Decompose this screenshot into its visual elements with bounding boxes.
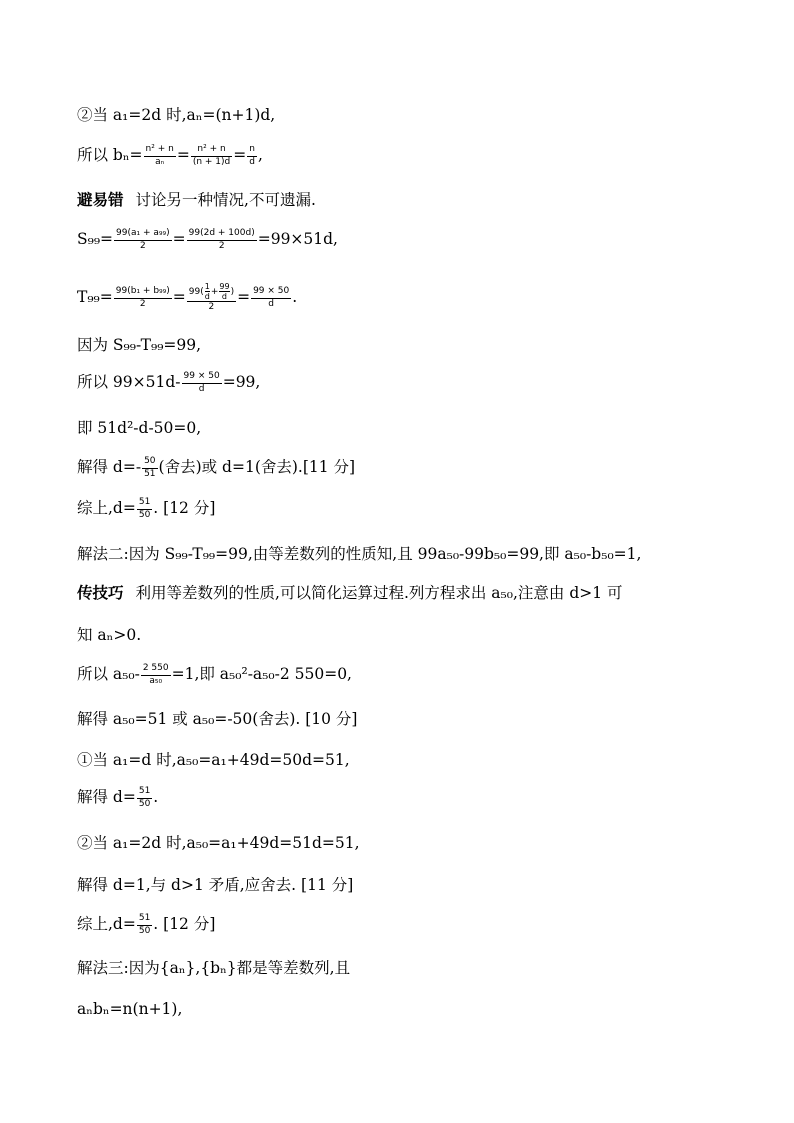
fraction-numerator: 99(b₁ + b₉₉): [114, 286, 172, 299]
fraction-denominator: 50: [138, 798, 151, 809]
inner-denominator: d: [204, 292, 210, 302]
fraction: [114, 286, 172, 310]
line-20-prefix: 综上,d=: [77, 915, 136, 934]
fraction-numerator: 2 550: [141, 663, 171, 676]
fraction-denominator: 2: [139, 240, 146, 251]
text-line-7: [77, 371, 260, 395]
line-7-suffix: =99,: [222, 373, 261, 392]
fraction: [142, 456, 157, 480]
fraction-numerator: 99 × 50: [251, 286, 291, 299]
fraction: [144, 144, 176, 168]
nested-fraction-numerator: 99( $\frac{1}{d}$ + $\frac{99}{d}$ ): [188, 282, 235, 302]
fraction: [187, 228, 257, 252]
line-11-text: 解法二:因为 S₉₉-T₉₉=99,由等差数列的性质知,且 99a₅₀-99b₅₀=99,即 a₅₀-b₅₀=1,: [77, 545, 642, 563]
text-line-17: [77, 786, 158, 810]
line-1-text: ②当 a₁=2d 时,aₙ=(n+1)d,: [77, 106, 276, 124]
fraction-numerator: n² + n: [191, 144, 232, 157]
coefficient: 99: [188, 287, 201, 298]
text-line-20: [77, 913, 215, 937]
fraction: [191, 144, 232, 168]
text-line-5: T₉₉= $\frac{\text{99(b₁ + b₉₉)}}{2}$ = 99( $\frac{1}{d}$ + $\frac{99}{d}$ ) 2 = $\frac{99 \times 50}{d}$ .: [77, 282, 298, 313]
line-7-prefix: 所以 99×51d-: [77, 373, 181, 392]
text-line-12: [77, 586, 623, 602]
text-line-1: [77, 108, 275, 124]
fraction-denominator: d: [198, 383, 205, 394]
line-5-lhs: T₉₉=: [77, 288, 113, 307]
fraction-denominator: 51: [144, 468, 156, 479]
text-line-19: [77, 878, 353, 894]
tip-tag-avoid-error: 避易错: [77, 191, 124, 209]
line-12-text: 利用等差数列的性质,可以简化运算过程.列方程求出 a₅₀,注意由 d>1 可: [135, 584, 623, 602]
fraction: [137, 497, 152, 521]
fraction-numerator: n² + n: [144, 144, 176, 157]
text-line-2: [77, 144, 263, 168]
equals-sign: =: [233, 146, 247, 165]
text-line-21: [77, 961, 350, 977]
line-22-text: aₙbₙ=n(n+1),: [77, 1000, 183, 1018]
fraction-denominator: 2: [139, 298, 146, 309]
text-line-14: [77, 663, 352, 687]
line-17-prefix: 解得 d=: [77, 788, 136, 807]
line-20-suffix: . [12 分]: [153, 915, 216, 934]
line-17-suffix: .: [153, 788, 159, 807]
fraction-denominator: 2: [218, 240, 225, 251]
line-2-prefix: 所以 bₙ=: [77, 146, 143, 165]
line-13-text: 知 aₙ>0.: [77, 626, 142, 644]
fraction-numerator: 99(2d + 100d): [187, 228, 257, 241]
inner-fraction: [205, 282, 210, 301]
text-line-11: [77, 547, 641, 563]
fraction-denominator: a₅₀: [149, 675, 163, 686]
fraction: [247, 144, 257, 168]
fraction-denominator: d: [249, 156, 255, 167]
text-line-10: [77, 497, 215, 521]
text-line-8: [77, 421, 201, 437]
text-line-6: [77, 338, 201, 354]
tip-tag-technique: 传技巧: [77, 584, 124, 602]
text-line-9: [77, 456, 355, 480]
inner-numerator: 1: [204, 282, 210, 291]
line-15-text: 解得 a₅₀=51 或 a₅₀=-50(舍去). [10 分]: [77, 710, 358, 728]
line-4-lhs: S₉₉=: [77, 230, 114, 249]
fraction-numerator: 51: [137, 913, 152, 926]
line-19-text: 解得 d=1,与 d>1 矛盾,应舍去. [11 分]: [77, 876, 354, 894]
text-line-22: [77, 1002, 182, 1018]
fraction-numerator: n: [247, 144, 257, 157]
inner-fraction: [219, 282, 229, 301]
text-line-16: [77, 753, 350, 769]
fraction-denominator: 2: [208, 302, 215, 313]
line-16-text: ①当 a₁=d 时,a₅₀=a₁+49d=50d=51,: [77, 751, 350, 769]
fraction: [114, 228, 172, 252]
line-21-text: 解法三:因为{aₙ},{bₙ}都是等差数列,且: [77, 959, 351, 977]
text-line-15: [77, 712, 357, 728]
fraction-denominator: 50: [138, 925, 151, 936]
fraction-denominator: d: [268, 298, 275, 309]
fraction-denominator: (n + 1)d: [192, 156, 231, 167]
line-5-suffix: .: [292, 288, 298, 307]
line-9-prefix: 解得 d=-: [77, 458, 142, 477]
equals-sign: =: [176, 146, 190, 165]
text-line-13: [77, 628, 141, 644]
fraction: [137, 786, 152, 810]
text-line-18: [77, 836, 360, 852]
line-2-suffix: ,: [257, 146, 263, 165]
fraction-numerator: 99(a₁ + a₉₉): [114, 228, 172, 241]
fraction: [141, 663, 171, 687]
fraction: [137, 913, 152, 937]
inner-denominator: d: [221, 292, 227, 302]
line-14-suffix: =1,即 a₅₀²-a₅₀-2 550=0,: [171, 665, 352, 684]
line-10-suffix: . [12 分]: [153, 499, 216, 518]
line-3-text: 讨论另一种情况,不可遗漏.: [135, 191, 316, 209]
line-8-text: 即 51d²-d-50=0,: [77, 419, 202, 437]
text-line-3: [77, 193, 316, 209]
line-10-prefix: 综上,d=: [77, 499, 136, 518]
fraction: [251, 286, 291, 310]
fraction-numerator: 50: [142, 456, 157, 469]
line-14-prefix: 所以 a₅₀-: [77, 665, 140, 684]
fraction-denominator: 50: [138, 509, 151, 520]
fraction: [182, 371, 222, 395]
fraction-numerator: 51: [137, 786, 152, 799]
line-18-text: ②当 a₁=2d 时,a₅₀=a₁+49d=51d=51,: [77, 834, 360, 852]
fraction-denominator: aₙ: [155, 156, 165, 167]
line-6-text: 因为 S₉₉-T₉₉=99,: [77, 336, 202, 354]
fraction-numerator: 51: [137, 497, 152, 510]
text-line-4: S₉₉= $\frac{\text{99(a₁ + a₉₉)}}{2}$ = $\frac{99(2d + 100d)}{2}$ =99×51d,: [77, 228, 338, 251]
line-4-rhs: =99×51d,: [257, 230, 338, 249]
line-9-suffix: (舍去)或 d=1(舍去).[11 分]: [158, 458, 356, 477]
fraction-numerator: 99 × 50: [182, 371, 222, 384]
inner-numerator: 99: [219, 282, 230, 291]
nested-fraction: [187, 282, 236, 314]
